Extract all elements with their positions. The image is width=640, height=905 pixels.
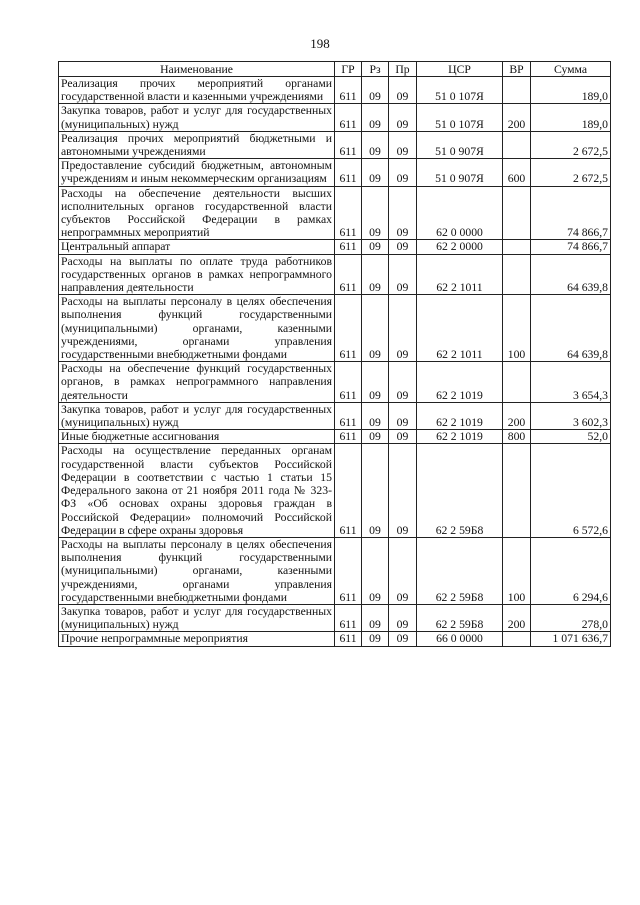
header-row [59, 62, 611, 77]
cell-name: Расходы на осуществление переданных органам государственной власти субъектов Российской Федерации в соответствии с частью 1 статьи 15 Федерального закона от 21 ноября 2011 года № 323-ФЗ «Об основах охраны здоровья граждан в Российской Федерации» полномочий Российской Федерации в сфере охраны здоровья [59, 444, 335, 537]
budget-table [58, 61, 611, 647]
cell-csr: 51 0 907Я [417, 131, 503, 158]
cell-name: Закупка товаров, работ и услуг для государственных (муниципальных) нужд [59, 104, 335, 131]
cell-vr [503, 254, 531, 295]
cell-rz: 09 [362, 131, 389, 158]
cell-rz: 09 [362, 104, 389, 131]
cell-rz: 09 [362, 604, 389, 631]
cell-gr: 611 [335, 186, 362, 240]
cell-rz: 09 [362, 254, 389, 295]
table-row [59, 159, 611, 186]
cell-sum: 3 654,3 [531, 362, 611, 403]
cell-vr: 100 [503, 295, 531, 362]
column-header-csr: ЦСР [417, 62, 503, 77]
cell-gr: 611 [335, 604, 362, 631]
cell-name: Расходы на выплаты персоналу в целях обеспечения выполнения функций государственными (муниципальными) органами, казенными учреждениями, органами управления государственными внебюджетными фондами [59, 537, 335, 604]
table-row [59, 186, 611, 240]
cell-gr: 611 [335, 254, 362, 295]
cell-gr: 611 [335, 402, 362, 429]
cell-csr: 62 2 0000 [417, 240, 503, 254]
table-row [59, 430, 611, 444]
cell-sum: 74 866,7 [531, 186, 611, 240]
table-row [59, 131, 611, 158]
cell-vr [503, 444, 531, 537]
cell-gr: 611 [335, 240, 362, 254]
cell-pr: 09 [389, 295, 417, 362]
cell-vr: 200 [503, 104, 531, 131]
cell-gr: 611 [335, 104, 362, 131]
cell-rz: 09 [362, 537, 389, 604]
cell-vr [503, 362, 531, 403]
cell-vr [503, 131, 531, 158]
cell-vr: 600 [503, 159, 531, 186]
cell-name: Расходы на выплаты по оплате труда работников государственных органов в рамках непрограммного направления деятельности [59, 254, 335, 295]
cell-pr: 09 [389, 104, 417, 131]
cell-name: Иные бюджетные ассигнования [59, 430, 335, 444]
table-row [59, 295, 611, 362]
cell-csr: 62 2 1011 [417, 254, 503, 295]
cell-csr: 62 2 1019 [417, 362, 503, 403]
cell-pr: 09 [389, 254, 417, 295]
cell-csr: 62 2 59Б8 [417, 604, 503, 631]
cell-name: Реализация прочих мероприятий бюджетными и автономными учреждениями [59, 131, 335, 158]
cell-sum: 3 602,3 [531, 402, 611, 429]
table-row [59, 537, 611, 604]
cell-csr: 51 0 907Я [417, 159, 503, 186]
cell-gr: 611 [335, 131, 362, 158]
cell-sum: 74 866,7 [531, 240, 611, 254]
cell-gr: 611 [335, 159, 362, 186]
column-header-vr: ВР [503, 62, 531, 77]
cell-gr: 611 [335, 362, 362, 403]
column-header-sum: Сумма [531, 62, 611, 77]
cell-name: Прочие непрограммные мероприятия [59, 632, 335, 646]
cell-csr: 51 0 107Я [417, 104, 503, 131]
table-row [59, 254, 611, 295]
cell-sum: 189,0 [531, 77, 611, 104]
cell-pr: 09 [389, 240, 417, 254]
cell-csr: 62 2 1019 [417, 402, 503, 429]
cell-rz: 09 [362, 402, 389, 429]
cell-gr: 611 [335, 295, 362, 362]
cell-name: Закупка товаров, работ и услуг для государственных (муниципальных) нужд [59, 402, 335, 429]
cell-sum: 52,0 [531, 430, 611, 444]
cell-pr: 09 [389, 604, 417, 631]
cell-csr: 62 2 1019 [417, 430, 503, 444]
cell-pr: 09 [389, 402, 417, 429]
column-header-name: Наименование [59, 62, 335, 77]
cell-pr: 09 [389, 362, 417, 403]
cell-rz: 09 [362, 295, 389, 362]
cell-csr: 66 0 0000 [417, 632, 503, 646]
table-row [59, 604, 611, 631]
cell-rz: 09 [362, 186, 389, 240]
cell-gr: 611 [335, 77, 362, 104]
table-row [59, 632, 611, 646]
cell-vr [503, 632, 531, 646]
cell-name: Закупка товаров, работ и услуг для государственных (муниципальных) нужд [59, 604, 335, 631]
cell-pr: 09 [389, 77, 417, 104]
cell-csr: 62 2 59Б8 [417, 537, 503, 604]
cell-vr [503, 240, 531, 254]
cell-pr: 09 [389, 537, 417, 604]
cell-rz: 09 [362, 362, 389, 403]
cell-rz: 09 [362, 444, 389, 537]
cell-pr: 09 [389, 159, 417, 186]
cell-vr: 200 [503, 402, 531, 429]
cell-name: Центральный аппарат [59, 240, 335, 254]
cell-sum: 2 672,5 [531, 159, 611, 186]
cell-gr: 611 [335, 444, 362, 537]
cell-csr: 62 2 59Б8 [417, 444, 503, 537]
cell-vr: 200 [503, 604, 531, 631]
table-row [59, 444, 611, 537]
cell-vr: 800 [503, 430, 531, 444]
cell-rz: 09 [362, 77, 389, 104]
cell-csr: 51 0 107Я [417, 77, 503, 104]
cell-sum: 6 294,6 [531, 537, 611, 604]
cell-rz: 09 [362, 159, 389, 186]
column-header-gr: ГР [335, 62, 362, 77]
cell-name: Предоставление субсидий бюджетным, автономным учреждениям и иным некоммерческим организациям [59, 159, 335, 186]
table-row [59, 362, 611, 403]
cell-rz: 09 [362, 632, 389, 646]
cell-pr: 09 [389, 632, 417, 646]
cell-csr: 62 2 1011 [417, 295, 503, 362]
page-number: 198 [310, 36, 330, 51]
cell-pr: 09 [389, 444, 417, 537]
cell-sum: 64 639,8 [531, 254, 611, 295]
cell-rz: 09 [362, 430, 389, 444]
cell-gr: 611 [335, 632, 362, 646]
cell-sum: 189,0 [531, 104, 611, 131]
cell-vr [503, 186, 531, 240]
table-row [59, 104, 611, 131]
cell-csr: 62 0 0000 [417, 186, 503, 240]
cell-name: Расходы на обеспечение деятельности высших исполнительных органов государственной власти субъектов Российской Федерации в рамках непрограммных мероприятий [59, 186, 335, 240]
cell-name: Расходы на выплаты персоналу в целях обеспечения выполнения функций государственными (муниципальными) органами, казенными учреждениями, органами управления государственными внебюджетными фондами [59, 295, 335, 362]
cell-pr: 09 [389, 430, 417, 444]
cell-name: Расходы на обеспечение функций государственных органов, в рамках непрограммного направления деятельности [59, 362, 335, 403]
table-row [59, 240, 611, 254]
cell-name: Реализация прочих мероприятий органами государственной власти и казенными учреждениями [59, 77, 335, 104]
cell-sum: 278,0 [531, 604, 611, 631]
cell-sum: 64 639,8 [531, 295, 611, 362]
cell-pr: 09 [389, 131, 417, 158]
cell-sum: 2 672,5 [531, 131, 611, 158]
cell-gr: 611 [335, 430, 362, 444]
column-header-rz: Рз [362, 62, 389, 77]
cell-gr: 611 [335, 537, 362, 604]
cell-vr: 100 [503, 537, 531, 604]
table-row [59, 77, 611, 104]
column-header-pr: Пр [389, 62, 417, 77]
cell-sum: 1 071 636,7 [531, 632, 611, 646]
cell-sum: 6 572,6 [531, 444, 611, 537]
cell-rz: 09 [362, 240, 389, 254]
cell-pr: 09 [389, 186, 417, 240]
cell-vr [503, 77, 531, 104]
table-row [59, 402, 611, 429]
